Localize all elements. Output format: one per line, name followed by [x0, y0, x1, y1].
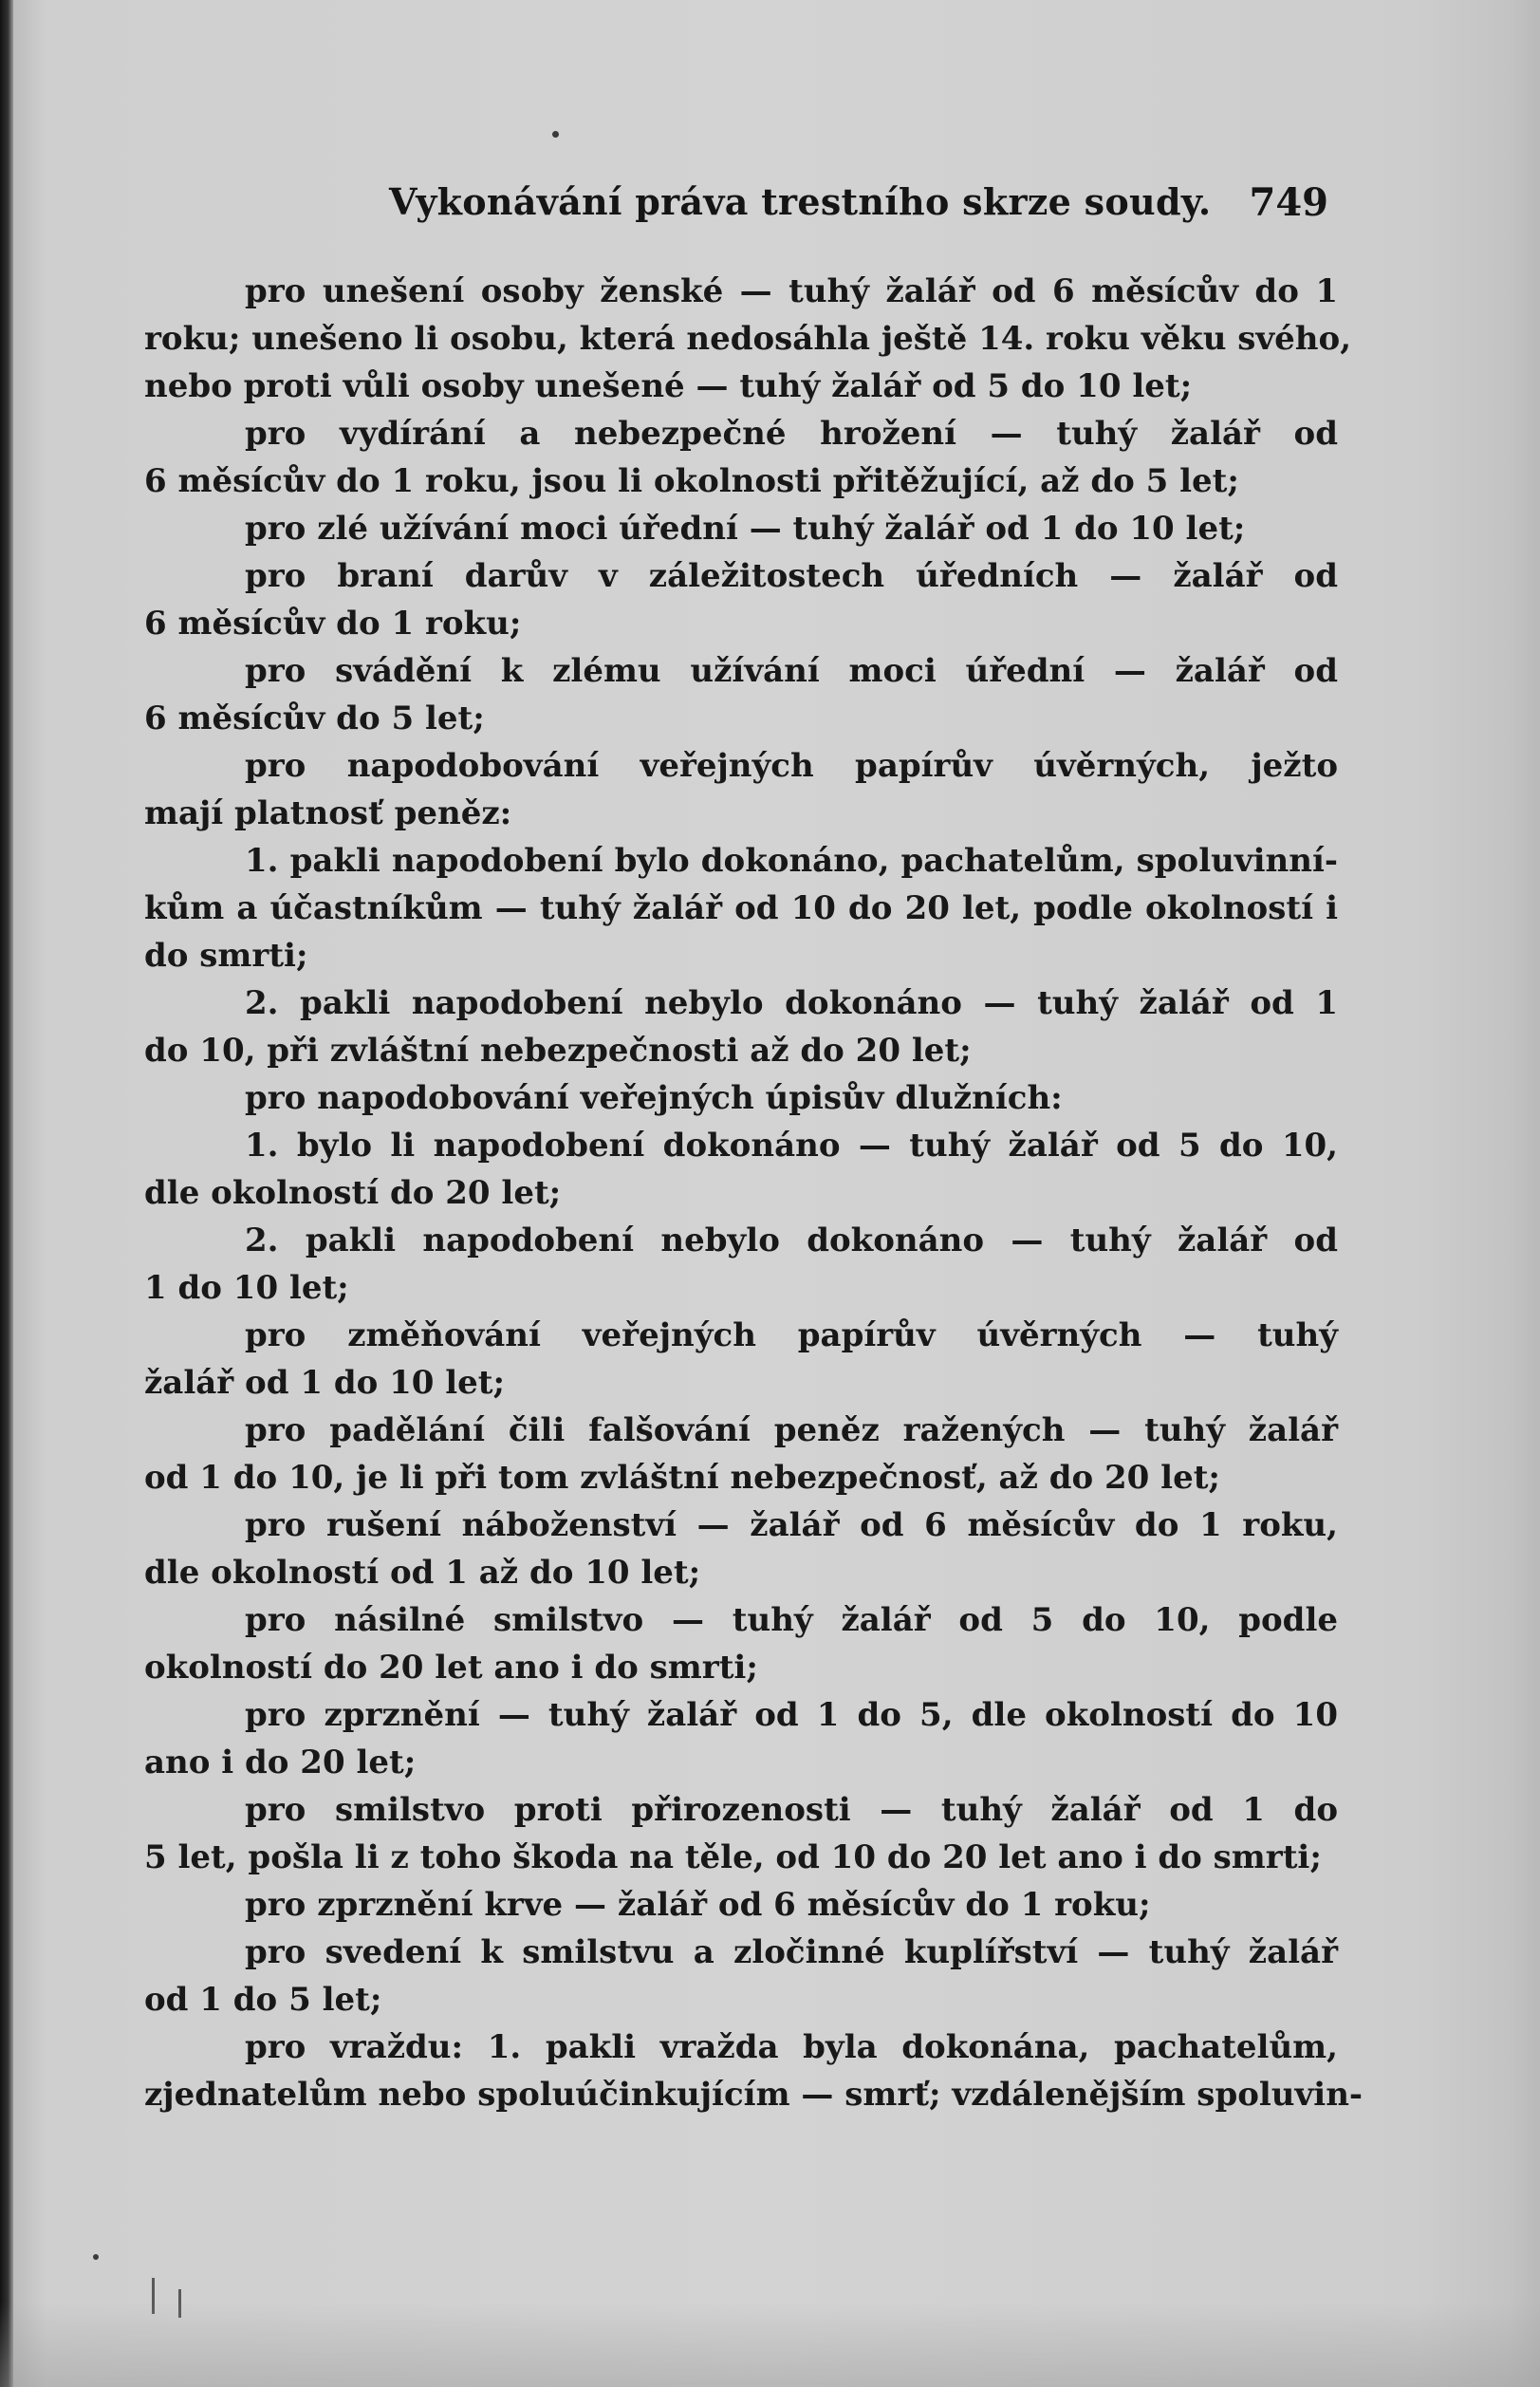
text-line: mají platnosť peněz: [144, 794, 512, 832]
text-line: 6 měsícův do 1 roku, jsou li okolnosti přitěžující, až do 5 let; [144, 462, 1239, 500]
text-line: pro zlé užívání moci úřední — tuhý žalář od 1 do 10 let; [245, 510, 1246, 548]
text-line: kům a účastníkům — tuhý žalář od 10 do 20 let, podle okolností i [144, 889, 1338, 927]
text-line: pro svádění k zlému užívání moci úřední — žalář od [245, 652, 1338, 690]
text-line: pro unešení osoby ženské — tuhý žalář od 6 měsícův do 1 [245, 272, 1338, 310]
text-line: žalář od 1 do 10 let; [144, 1364, 506, 1402]
text-line: pro vydírání a nebezpečné hrožení — tuhý žalář od [245, 415, 1338, 453]
ink-speck [552, 131, 559, 138]
text-line: pro svedení k smilstvu a zločinné kuplířství — tuhý žalář [245, 1933, 1338, 1971]
text-line: pro násilné smilstvo — tuhý žalář od 5 do 10, podle [245, 1601, 1338, 1639]
text-line: zjednatelům nebo spoluúčinkujícím — smrť; vzdálenějším spoluvin- [144, 2076, 1364, 2114]
text-line: pro napodobování veřejných papírův úvěrných, ježto [245, 747, 1338, 785]
text-line: do 10, při zvláštní nebezpečnosti až do 20 let; [144, 1032, 972, 1070]
body-text [144, 268, 1364, 2118]
page-binding-edge [0, 0, 13, 2387]
page-header [389, 180, 1328, 233]
text-line: pro zprznění krve — žalář od 6 měsícův do 1 roku; [245, 1886, 1151, 1924]
text-line: pro smilstvo proti přirozenosti — tuhý žalář od 1 do [245, 1791, 1338, 1829]
text-line: pro změňování veřejných papírův úvěrných — tuhý [245, 1316, 1338, 1354]
text-line: do smrti; [144, 937, 308, 975]
text-line: pro braní darův v záležitostech úředních — žalář od [245, 557, 1338, 595]
text-line: 1. bylo li napodobení dokonáno — tuhý žalář od 5 do 10, [245, 1127, 1338, 1165]
text-line: pro zprznění — tuhý žalář od 1 do 5, dle okolností do 10 [245, 1696, 1338, 1734]
text-line: 6 měsícův do 5 let; [144, 699, 485, 737]
text-line: okolností do 20 let ano i do smrti; [144, 1649, 758, 1687]
text-line: 1 do 10 let; [144, 1269, 349, 1307]
text-line: 1. pakli napodobení bylo dokonáno, pachatelům, spoluvinní- [245, 842, 1338, 880]
text-line: roku; unešeno li osobu, která nedosáhla ještě 14. roku věku svého, [144, 320, 1352, 358]
text-line: pro vraždu: 1. pakli vražda byla dokonána, pachatelům, [245, 2028, 1338, 2066]
running-title: Vykonávání práva trestního skrze soudy. [389, 180, 1212, 223]
text-line: od 1 do 10, je li při tom zvláštní nebezpečnosť, až do 20 let; [144, 1459, 1220, 1497]
scan-shadow [0, 2302, 1540, 2387]
text-line: pro rušení náboženství — žalář od 6 měsícův do 1 roku, [245, 1506, 1338, 1544]
text-line: pro padělání čili falšování peněz ražených — tuhý žalář [245, 1411, 1338, 1449]
text-line: dle okolností do 20 let; [144, 1174, 562, 1212]
text-line: 6 měsícův do 1 roku; [144, 605, 522, 643]
ink-speck [93, 2254, 99, 2260]
page-number: 749 [1249, 180, 1328, 225]
text-line: 2. pakli napodobení nebylo dokonáno — tuhý žalář od 1 [245, 984, 1338, 1022]
text-line: 5 let, pošla li z toho škoda na těle, od 10 do 20 let ano i do smrti; [144, 1838, 1322, 1876]
text-line: pro napodobování veřejných úpisův dlužních: [245, 1079, 1063, 1117]
text-line: ano i do 20 let; [144, 1744, 417, 1781]
text-line: 2. pakli napodobení nebylo dokonáno — tuhý žalář od [245, 1221, 1338, 1259]
text-line: dle okolností od 1 až do 10 let; [144, 1554, 701, 1592]
text-line: od 1 do 5 let; [144, 1981, 382, 2019]
text-line: nebo proti vůli osoby unešené — tuhý žalář od 5 do 10 let; [144, 367, 1193, 405]
